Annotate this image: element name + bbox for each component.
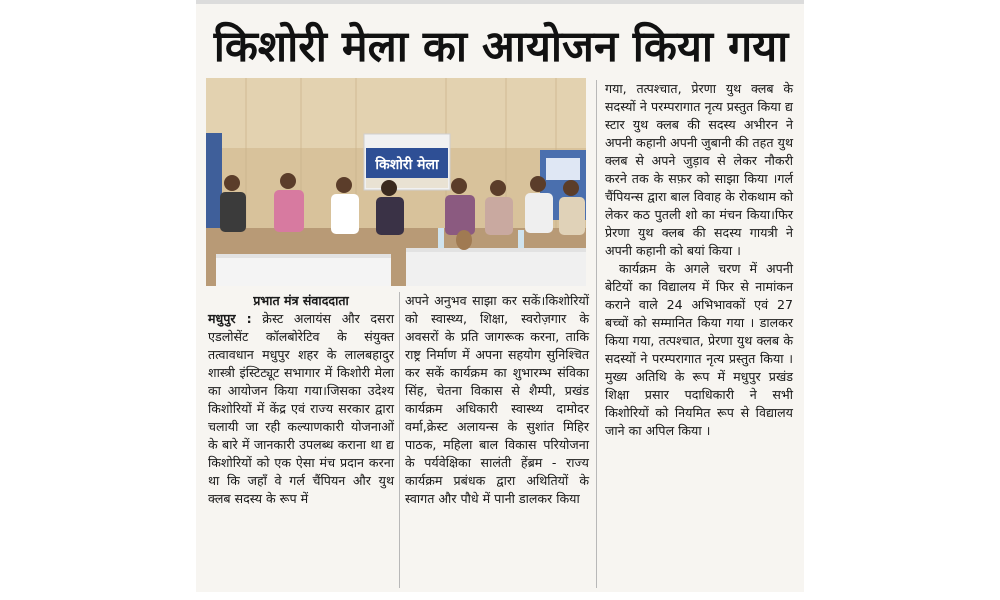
top-rule [196, 0, 804, 4]
article-column-2 [405, 292, 589, 508]
article-column-1 [208, 292, 394, 508]
article-text: क्रेस्ट अलायंस और दसरा एडलोसेंट कॉलबोरेटिव के संयुक्त तत्वावधान मधुपुर शहर के लालबहादुर शास्त्री इंस्टिट्यूट सभागार में किशोरी मेला का आयोजन किया गया।जिसका उदेश्य किशोरियों में केंद्र एवं राज्य सरकार द्वारा चलायी जा रही कल्याणकारी योजनाओं के बारे में जानकारी उपलब्ध कराना था द्य किशोरियों को एक ऐसा मंच प्रदान करना था कि जहाँ वे गर्ल चैंपियन और युथ क्लब सदस्य के रूप में [208, 311, 394, 506]
column-divider [596, 80, 597, 588]
article-column-3 [605, 80, 793, 440]
byline: प्रभात मंत्र संवाददाता [253, 293, 349, 308]
article-text: कार्यक्रम के अगले चरण में अपनी बेटियों का विद्यालय में फिर से नामांकन कराने वाले 24 अभिभावकों एवं 27 बच्चों को सम्मानित किया गया । डालकर किया गया, तत्पश्चात, प्रेरणा युथ क्लब के सदस्यों ने परम्परागात नृत्य प्रस्तुत किया । मुख्य अतिथि के रूप में मधुपुर प्रखंड शिक्षा प्रसार पदाधिकारी ने सभी किशोरियों को नियमित रूप से विद्यालय जाने का अपिल किया । [605, 261, 793, 438]
article-text: गया, तत्पश्चात, प्रेरणा युथ क्लब के सदस्यों ने परम्परागात नृत्य प्रस्तुत किया द्य स्टार युथ क्लब की सदस्य अभीरन ने अपनी कहानी अपनी जुबानी की तहत युथ क्लब से अपने जुड़ाव से लेकर नौकरी करने तक के सफ़र को साझा किया ।गर्ल चैंपियन्स द्वारा बाल विवाह के रोकथाम को लेकर कठ पुतली शो का मंचन किया।फिर प्रेरणा युथ क्लब की सदस्य गायत्री ने अपनी कहानी को बयां किया । [605, 81, 793, 258]
event-photo [206, 78, 586, 286]
photo-banner-text: किशोरी मेला [375, 157, 439, 173]
dateline: मधुपुर : [208, 311, 252, 326]
article-text: अपने अनुभव साझा कर सकें।किशोरियों को स्वास्थ्य, शिक्षा, स्वरोज़गार के अवसरों के प्रति जागरूक करना, ताकि राष्ट्र निर्माण में अपना सहयोग सुनिश्चित कर सकें कार्यक्रम का शुभारम्भ संविका सिंह, चेतना विकास से शैम्पी, प्रखंड कार्यक्रम अधिकारी स्वास्थ्य दामोदर वर्मा,क्रेस्ट अलायन्स के सुशांत मिहिर पाठक, महिला बाल विकास परियोजना के पर्यवेक्षिका सालंती हेंब्रम - राज्य कार्यक्रम प्रबंधक द्वारा अथितियों के स्वागत और पौधे में पानी डालकर किया [405, 293, 589, 506]
headline: किशोरी मेला का आयोजन किया गया [213, 22, 789, 72]
column-divider [399, 292, 400, 588]
